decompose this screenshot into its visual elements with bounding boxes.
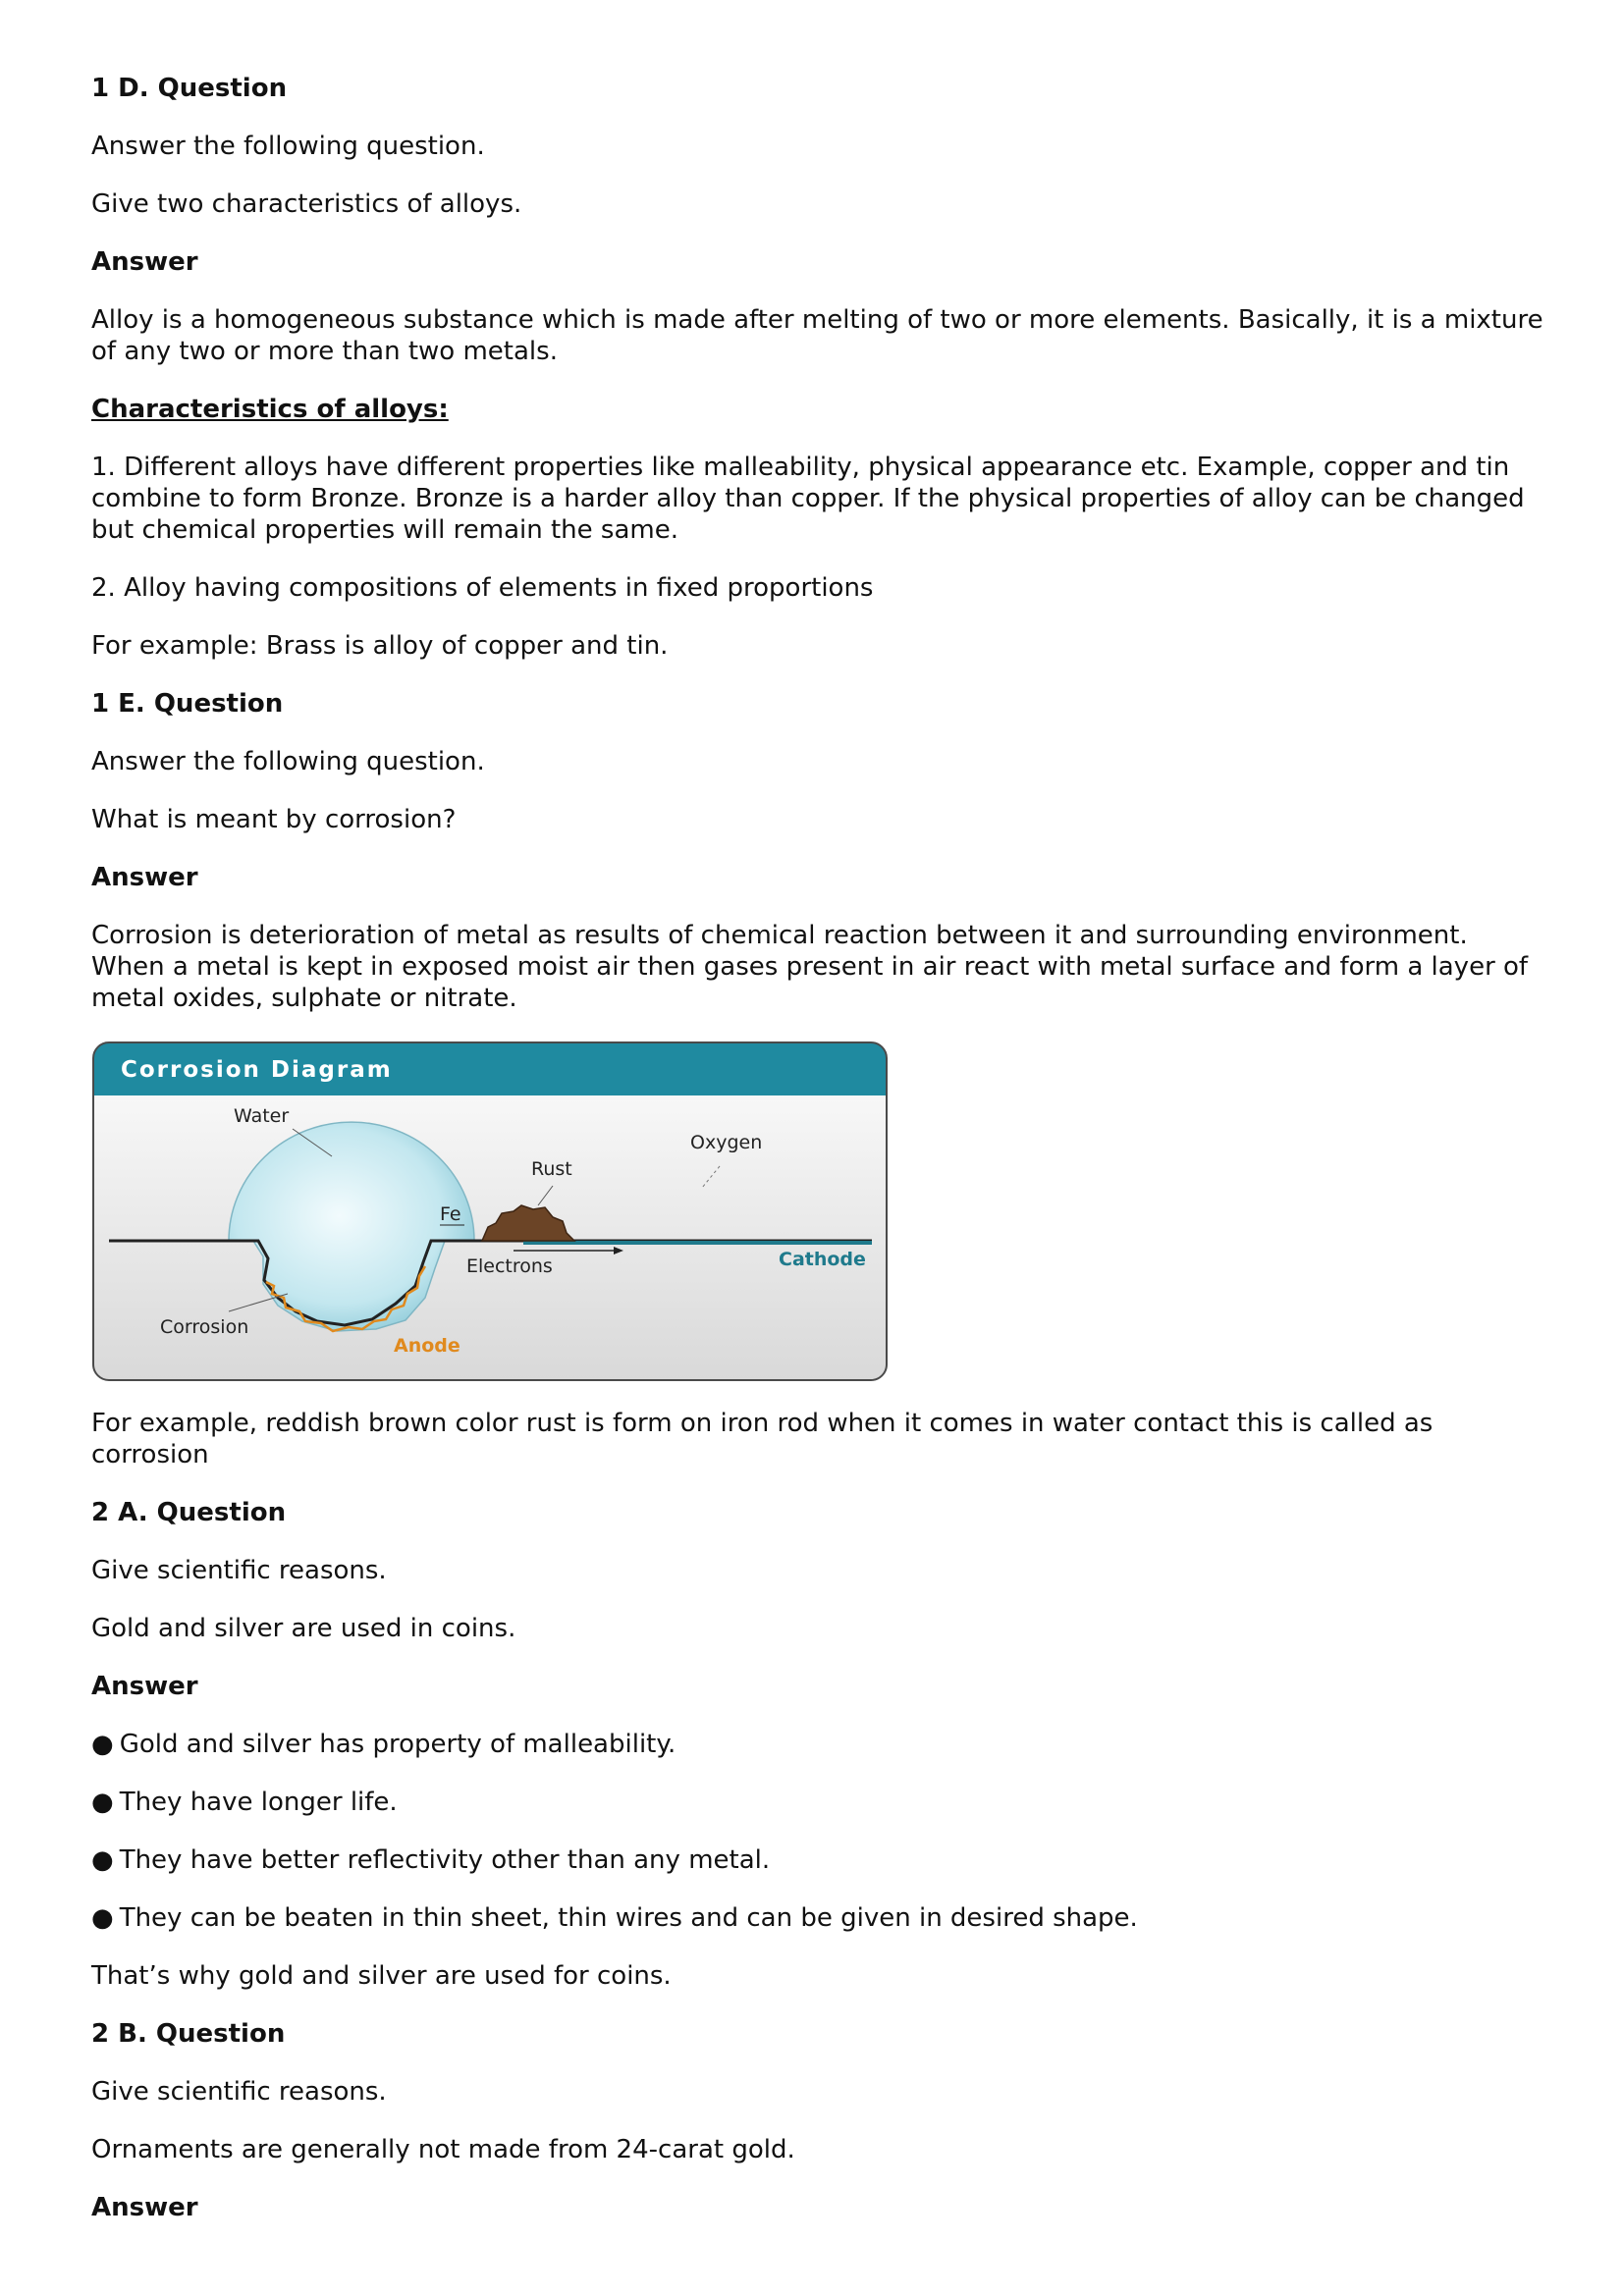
anode-label: Anode bbox=[394, 1335, 460, 1357]
corrosion-label: Corrosion bbox=[160, 1316, 249, 1338]
bullet-item bbox=[91, 1844, 1544, 1876]
bullet-text: They can be beaten in thin sheet, thin wires and can be given in desired shape. bbox=[119, 1903, 1138, 1933]
answer-text: Corrosion is deterioration of metal as results of chemical reaction between it and surrounding environment. When a metal is kept in exposed moist air then gases present in air react with metal surface and form a layer of metal oxides, sulphate or nitrate. bbox=[91, 921, 1529, 1013]
rust-label: Rust bbox=[531, 1158, 572, 1180]
conclusion-text: That’s why gold and silver are used for coins. bbox=[91, 1961, 672, 1991]
question-heading: 2 A. Question bbox=[91, 1498, 287, 1527]
diagram-title: Corrosion Diagram bbox=[121, 1057, 393, 1083]
bullet-icon: ● bbox=[91, 1730, 114, 1759]
answer-point: 2. Alloy having compositions of elements in fixed proportions bbox=[91, 573, 874, 603]
bullet-item bbox=[91, 1787, 1544, 1818]
answer-label: Answer bbox=[91, 247, 198, 277]
question-text: Gold and silver are used in coins. bbox=[91, 1614, 516, 1643]
answer-point: 1. Different alloys have different properties like malleability, physical appearance etc. Example, copper and tin combine to form Bronze. Bronze is a harder alloy than copper. If the physical properties of alloy can be changed but chemical properties will remain the same. bbox=[91, 453, 1525, 545]
answer-label: Answer bbox=[91, 1672, 198, 1701]
instruction-text: Give scientific reasons. bbox=[91, 2077, 387, 2107]
instruction-text: Answer the following question. bbox=[91, 132, 485, 161]
example-text: For example: Brass is alloy of copper and tin. bbox=[91, 631, 669, 661]
question-heading: 1 E. Question bbox=[91, 689, 284, 719]
bullet-item bbox=[91, 1729, 1544, 1760]
answer-text: Alloy is a homogeneous substance which is made after melting of two or more elements. Basically, it is a mixture of any two or more than two metals. bbox=[91, 305, 1543, 366]
bullet-text: They have better reflectivity other than any metal. bbox=[119, 1845, 771, 1875]
instruction-text: Give scientific reasons. bbox=[91, 1556, 387, 1585]
oxygen-label: Oxygen bbox=[690, 1132, 763, 1153]
cathode-label: Cathode bbox=[779, 1249, 866, 1270]
bullet-text: They have longer life. bbox=[119, 1788, 398, 1817]
question-heading: 2 B. Question bbox=[91, 2019, 286, 2049]
instruction-text: Answer the following question. bbox=[91, 747, 485, 776]
sub-heading-text: Characteristics of alloys: bbox=[91, 395, 449, 424]
document-page bbox=[91, 73, 1544, 2250]
bullet-icon: ● bbox=[91, 1788, 114, 1817]
question-heading: 1 D. Question bbox=[91, 74, 288, 103]
bullet-item bbox=[91, 1902, 1544, 1934]
example-text: For example, reddish brown color rust is form on iron rod when it comes in water contact this is called as corrosion bbox=[91, 1409, 1434, 1469]
water-label: Water bbox=[234, 1105, 290, 1127]
question-text: Ornaments are generally not made from 24-carat gold. bbox=[91, 2135, 795, 2164]
corrosion-diagram bbox=[91, 1041, 889, 1382]
fe-label: Fe bbox=[440, 1203, 461, 1225]
answer-label: Answer bbox=[91, 2193, 198, 2222]
sub-heading bbox=[91, 394, 1544, 425]
question-text: What is meant by corrosion? bbox=[91, 805, 457, 834]
electrons-label: Electrons bbox=[466, 1255, 553, 1277]
answer-label: Answer bbox=[91, 863, 198, 892]
bullet-icon: ● bbox=[91, 1903, 114, 1933]
bullet-icon: ● bbox=[91, 1845, 114, 1875]
bullet-text: Gold and silver has property of malleability. bbox=[119, 1730, 676, 1759]
question-text: Give two characteristics of alloys. bbox=[91, 189, 522, 219]
